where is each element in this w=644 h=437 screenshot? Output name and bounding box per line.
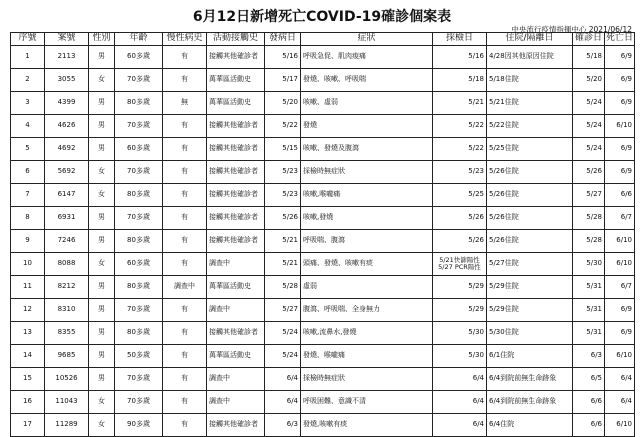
table-row xyxy=(11,322,635,345)
cell-symptoms: 呼吸喘、腹瀉 xyxy=(301,230,433,253)
cell-symptoms: 腹瀉、呼吸喘、全身無力 xyxy=(301,299,433,322)
cell-test-date: 5/26 xyxy=(433,207,487,230)
cell-chronic-history: 有 xyxy=(163,391,207,414)
cell-age: 80多歲 xyxy=(115,230,163,253)
cell-age: 60多歲 xyxy=(115,138,163,161)
case-table xyxy=(10,32,635,437)
cell-onset-date: 6/4 xyxy=(265,391,301,414)
cell-chronic-history: 有 xyxy=(163,161,207,184)
cell-confirm-date: 5/31 xyxy=(573,322,605,345)
cell-sex: 女 xyxy=(89,161,115,184)
cell-age: 70多歲 xyxy=(115,69,163,92)
table-row xyxy=(11,276,635,299)
cell-chronic-history: 有 xyxy=(163,138,207,161)
cell-confirm-date: 5/31 xyxy=(573,299,605,322)
cell-case-number: 4692 xyxy=(45,138,89,161)
cell-sex: 女 xyxy=(89,69,115,92)
cell-symptoms: 頭痛、發燒、咳嗽有痰 xyxy=(301,253,433,276)
cell-hospitalization: 5/26住院 xyxy=(487,161,573,184)
cell-row-number: 6 xyxy=(11,161,45,184)
cell-confirm-date: 5/24 xyxy=(573,138,605,161)
cell-chronic-history: 有 xyxy=(163,299,207,322)
cell-death-date: 6/7 xyxy=(605,276,635,299)
table-row xyxy=(11,138,635,161)
table-row xyxy=(11,92,635,115)
cell-symptoms: 虛弱 xyxy=(301,276,433,299)
cell-case-number: 6931 xyxy=(45,207,89,230)
cell-case-number: 4399 xyxy=(45,92,89,115)
cell-row-number: 16 xyxy=(11,391,45,414)
cell-contact-history: 調查中 xyxy=(207,299,265,322)
cell-chronic-history: 有 xyxy=(163,414,207,437)
cell-test-date: 5/21 xyxy=(433,92,487,115)
cell-death-date: 6/9 xyxy=(605,161,635,184)
cell-symptoms: 發燒,咳嗽有痰 xyxy=(301,414,433,437)
cell-test-date: 5/16 xyxy=(433,46,487,69)
cell-age: 70多歲 xyxy=(115,391,163,414)
cell-sex: 男 xyxy=(89,322,115,345)
cell-onset-date: 5/24 xyxy=(265,322,301,345)
col-header: 發病日 xyxy=(265,33,301,46)
cell-sex: 女 xyxy=(89,253,115,276)
cell-hospitalization: 5/29住院 xyxy=(487,299,573,322)
cell-chronic-history: 有 xyxy=(163,368,207,391)
cell-onset-date: 5/23 xyxy=(265,184,301,207)
cell-death-date: 6/4 xyxy=(605,368,635,391)
cell-case-number: 3055 xyxy=(45,69,89,92)
cell-confirm-date: 5/26 xyxy=(573,161,605,184)
table-row xyxy=(11,253,635,276)
cell-chronic-history: 有 xyxy=(163,46,207,69)
cell-confirm-date: 6/6 xyxy=(573,391,605,414)
cell-death-date: 6/6 xyxy=(605,184,635,207)
cell-contact-history: 萬華區活動史 xyxy=(207,69,265,92)
cell-hospitalization: 6/4到院前無生命跡象 xyxy=(487,391,573,414)
cell-test-date: 5/18 xyxy=(433,69,487,92)
cell-case-number: 5692 xyxy=(45,161,89,184)
cell-hospitalization: 5/21住院 xyxy=(487,92,573,115)
cell-onset-date: 5/26 xyxy=(265,207,301,230)
cell-row-number: 10 xyxy=(11,253,45,276)
cell-case-number: 11289 xyxy=(45,414,89,437)
cell-death-date: 6/9 xyxy=(605,46,635,69)
cell-age: 90多歲 xyxy=(115,414,163,437)
cell-onset-date: 5/28 xyxy=(265,276,301,299)
table-row xyxy=(11,46,635,69)
cell-age: 70多歲 xyxy=(115,115,163,138)
cell-sex: 男 xyxy=(89,299,115,322)
cell-symptoms: 發燒 xyxy=(301,115,433,138)
cell-contact-history: 萬華區活動史 xyxy=(207,92,265,115)
cell-test-date: 5/30 xyxy=(433,322,487,345)
cell-confirm-date: 6/3 xyxy=(573,345,605,368)
table-row xyxy=(11,345,635,368)
cell-age: 80多歲 xyxy=(115,92,163,115)
cell-confirm-date: 5/18 xyxy=(573,46,605,69)
cell-age: 70多歲 xyxy=(115,161,163,184)
cell-case-number: 10526 xyxy=(45,368,89,391)
cell-age: 80多歲 xyxy=(115,276,163,299)
cell-death-date: 6/10 xyxy=(605,230,635,253)
page-title: 6月12日新增死亡COVID-19確診個案表 xyxy=(192,9,452,25)
cell-hospitalization: 6/4到院前無生命跡象 xyxy=(487,368,573,391)
cell-test-date: 5/23 xyxy=(433,161,487,184)
cell-case-number: 8212 xyxy=(45,276,89,299)
cell-row-number: 9 xyxy=(11,230,45,253)
cell-symptoms: 咳嗽、虛弱 xyxy=(301,92,433,115)
col-header: 慢性病史 xyxy=(163,33,207,46)
cell-case-number: 8310 xyxy=(45,299,89,322)
col-header: 性別 xyxy=(89,33,115,46)
cell-case-number: 7246 xyxy=(45,230,89,253)
cell-death-date: 6/9 xyxy=(605,299,635,322)
cell-age: 60多歲 xyxy=(115,46,163,69)
cell-test-date: 5/29 xyxy=(433,276,487,299)
cell-onset-date: 5/16 xyxy=(265,46,301,69)
cell-row-number: 7 xyxy=(11,184,45,207)
cell-onset-date: 5/21 xyxy=(265,253,301,276)
cell-onset-date: 6/3 xyxy=(265,414,301,437)
cell-test-date: 6/4 xyxy=(433,368,487,391)
cell-onset-date: 5/15 xyxy=(265,138,301,161)
cell-symptoms: 咳嗽、發燒及腹瀉 xyxy=(301,138,433,161)
cell-chronic-history: 調查中 xyxy=(163,276,207,299)
cell-confirm-date: 5/24 xyxy=(573,92,605,115)
cell-confirm-date: 5/31 xyxy=(573,276,605,299)
cell-row-number: 17 xyxy=(11,414,45,437)
cell-row-number: 12 xyxy=(11,299,45,322)
cell-sex: 女 xyxy=(89,414,115,437)
cell-onset-date: 5/17 xyxy=(265,69,301,92)
col-header: 年齡 xyxy=(115,33,163,46)
cell-symptoms: 咳嗽,發燒 xyxy=(301,207,433,230)
cell-confirm-date: 6/5 xyxy=(573,368,605,391)
cell-test-date: 6/4 xyxy=(433,391,487,414)
test-date-line: 5/27 PCR陽性 xyxy=(438,263,481,271)
cell-hospitalization: 5/18住院 xyxy=(487,69,573,92)
cell-contact-history: 調查中 xyxy=(207,253,265,276)
cell-hospitalization: 5/29住院 xyxy=(487,276,573,299)
table-row xyxy=(11,184,635,207)
cell-sex: 男 xyxy=(89,46,115,69)
table-row xyxy=(11,207,635,230)
col-header: 死亡日 xyxy=(605,33,635,46)
cell-hospitalization: 5/26住院 xyxy=(487,207,573,230)
cell-case-number: 9685 xyxy=(45,345,89,368)
cell-case-number: 4626 xyxy=(45,115,89,138)
cell-chronic-history: 有 xyxy=(163,253,207,276)
cell-hospitalization: 5/26住院 xyxy=(487,230,573,253)
cell-chronic-history: 有 xyxy=(163,230,207,253)
table-row xyxy=(11,69,635,92)
cell-sex: 女 xyxy=(89,184,115,207)
cell-case-number: 8088 xyxy=(45,253,89,276)
cell-row-number: 3 xyxy=(11,92,45,115)
cell-hospitalization: 5/26住院 xyxy=(487,184,573,207)
cell-row-number: 13 xyxy=(11,322,45,345)
cell-confirm-date: 5/24 xyxy=(573,115,605,138)
cell-contact-history: 萬華區活動史 xyxy=(207,276,265,299)
cell-death-date: 6/9 xyxy=(605,138,635,161)
cell-row-number: 5 xyxy=(11,138,45,161)
table-row xyxy=(11,161,635,184)
cell-sex: 男 xyxy=(89,207,115,230)
cell-case-number: 8355 xyxy=(45,322,89,345)
cell-age: 80多歲 xyxy=(115,322,163,345)
cell-case-number: 2113 xyxy=(45,46,89,69)
table-row xyxy=(11,368,635,391)
issuer-date: 中央流行疫情指揮中心 2021/06/12 xyxy=(511,25,632,34)
cell-contact-history: 接觸其他確診者 xyxy=(207,414,265,437)
cell-contact-history: 萬華區活動史 xyxy=(207,345,265,368)
cell-confirm-date: 5/30 xyxy=(573,253,605,276)
cell-test-date: 5/25 xyxy=(433,184,487,207)
cell-test-date: 6/4 xyxy=(433,414,487,437)
cell-test-date xyxy=(433,253,487,276)
cell-confirm-date: 5/28 xyxy=(573,207,605,230)
cell-hospitalization: 5/25住院 xyxy=(487,138,573,161)
cell-row-number: 11 xyxy=(11,276,45,299)
cell-contact-history: 接觸其他確診者 xyxy=(207,161,265,184)
cell-contact-history: 接觸其他確診者 xyxy=(207,230,265,253)
cell-symptoms: 咳嗽,喉嚨痛 xyxy=(301,184,433,207)
cell-symptoms: 採檢時無症狀 xyxy=(301,161,433,184)
cell-hospitalization: 5/27住院 xyxy=(487,253,573,276)
cell-test-date: 5/29 xyxy=(433,299,487,322)
cell-case-number: 11043 xyxy=(45,391,89,414)
cell-symptoms: 呼吸困難、意識不清 xyxy=(301,391,433,414)
cell-onset-date: 5/27 xyxy=(265,299,301,322)
col-header: 確診日 xyxy=(573,33,605,46)
cell-death-date: 6/10 xyxy=(605,345,635,368)
cell-row-number: 14 xyxy=(11,345,45,368)
table-row xyxy=(11,391,635,414)
cell-confirm-date: 6/6 xyxy=(573,414,605,437)
cell-chronic-history: 有 xyxy=(163,184,207,207)
cell-test-date: 5/26 xyxy=(433,230,487,253)
col-header: 案號 xyxy=(45,33,89,46)
cell-row-number: 4 xyxy=(11,115,45,138)
cell-death-date: 6/10 xyxy=(605,253,635,276)
test-date-line: 5/21快篩陽性 xyxy=(439,256,480,265)
cell-death-date: 6/9 xyxy=(605,92,635,115)
cell-symptoms: 呼吸急促、肌肉痠痛 xyxy=(301,46,433,69)
col-header: 採檢日 xyxy=(433,33,487,46)
cell-sex: 女 xyxy=(89,391,115,414)
col-header: 症狀 xyxy=(301,33,433,46)
cell-onset-date: 5/21 xyxy=(265,230,301,253)
cell-onset-date: 5/20 xyxy=(265,92,301,115)
cell-confirm-date: 5/28 xyxy=(573,230,605,253)
cell-sex: 男 xyxy=(89,115,115,138)
cell-row-number: 8 xyxy=(11,207,45,230)
cell-death-date: 6/9 xyxy=(605,69,635,92)
col-header: 活動接觸史 xyxy=(207,33,265,46)
cell-contact-history: 接觸其他確診者 xyxy=(207,322,265,345)
cell-sex: 男 xyxy=(89,230,115,253)
cell-symptoms: 發燒、喉嚨痛 xyxy=(301,345,433,368)
cell-test-date: 5/22 xyxy=(433,138,487,161)
cell-test-date: 5/30 xyxy=(433,345,487,368)
cell-onset-date: 6/4 xyxy=(265,368,301,391)
table-row xyxy=(11,115,635,138)
cell-symptoms: 採檢時無症狀 xyxy=(301,368,433,391)
cell-age: 70多歲 xyxy=(115,368,163,391)
cell-hospitalization: 4/28因其他原因住院 xyxy=(487,46,573,69)
cell-age: 70多歲 xyxy=(115,207,163,230)
cell-contact-history: 接觸其他確診者 xyxy=(207,115,265,138)
cell-sex: 男 xyxy=(89,345,115,368)
cell-row-number: 2 xyxy=(11,69,45,92)
cell-death-date: 6/7 xyxy=(605,207,635,230)
cell-contact-history: 接觸其他確診者 xyxy=(207,138,265,161)
cell-symptoms: 咳嗽,流鼻水,發燒 xyxy=(301,322,433,345)
cell-confirm-date: 5/27 xyxy=(573,184,605,207)
cell-sex: 男 xyxy=(89,92,115,115)
cell-hospitalization: 5/22住院 xyxy=(487,115,573,138)
cell-age: 60多歲 xyxy=(115,253,163,276)
header-row xyxy=(11,33,635,46)
cell-sex: 男 xyxy=(89,368,115,391)
cell-hospitalization: 6/4住院 xyxy=(487,414,573,437)
cell-sex: 男 xyxy=(89,276,115,299)
cell-contact-history: 接觸其他確診者 xyxy=(207,184,265,207)
cell-death-date: 6/4 xyxy=(605,391,635,414)
cell-age: 70多歲 xyxy=(115,299,163,322)
cell-chronic-history: 有 xyxy=(163,345,207,368)
cell-contact-history: 調查中 xyxy=(207,391,265,414)
cell-death-date: 6/10 xyxy=(605,414,635,437)
cell-onset-date: 5/23 xyxy=(265,161,301,184)
cell-hospitalization: 6/1住院 xyxy=(487,345,573,368)
cell-contact-history: 調查中 xyxy=(207,368,265,391)
cell-confirm-date: 5/20 xyxy=(573,69,605,92)
cell-row-number: 15 xyxy=(11,368,45,391)
cell-onset-date: 5/24 xyxy=(265,345,301,368)
cell-chronic-history: 有 xyxy=(163,69,207,92)
cell-case-number: 6147 xyxy=(45,184,89,207)
cell-chronic-history: 有 xyxy=(163,115,207,138)
cell-symptoms: 發燒、咳嗽、呼吸喘 xyxy=(301,69,433,92)
col-header: 序號 xyxy=(11,33,45,46)
cell-test-date: 5/22 xyxy=(433,115,487,138)
table-row xyxy=(11,230,635,253)
cell-death-date: 6/9 xyxy=(605,322,635,345)
cell-death-date: 6/10 xyxy=(605,115,635,138)
table-row xyxy=(11,414,635,437)
cell-contact-history: 接觸其他確診者 xyxy=(207,46,265,69)
cell-hospitalization: 5/30住院 xyxy=(487,322,573,345)
cell-row-number: 1 xyxy=(11,46,45,69)
cell-chronic-history: 無 xyxy=(163,92,207,115)
cell-chronic-history: 有 xyxy=(163,207,207,230)
cell-age: 50多歲 xyxy=(115,345,163,368)
cell-onset-date: 5/22 xyxy=(265,115,301,138)
cell-age: 80多歲 xyxy=(115,184,163,207)
cell-contact-history: 接觸其他確診者 xyxy=(207,207,265,230)
cell-chronic-history: 有 xyxy=(163,322,207,345)
col-header: 住院/隔離日 xyxy=(487,33,573,46)
table-row xyxy=(11,299,635,322)
cell-sex: 男 xyxy=(89,138,115,161)
